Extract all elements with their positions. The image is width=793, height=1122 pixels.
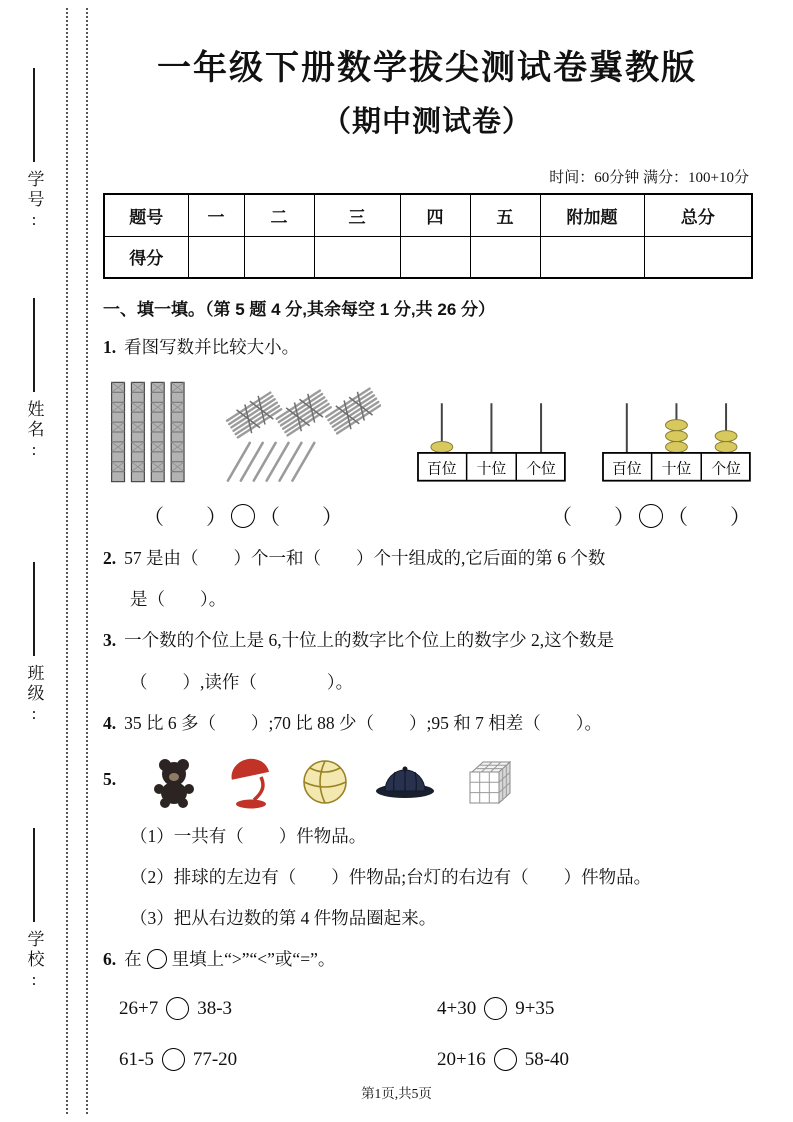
question-2-number: 2. [103, 548, 117, 569]
expression-right: 9+35 [515, 997, 555, 1019]
perforation-dotted-line [66, 8, 68, 1114]
question-1-answer-row [143, 501, 751, 531]
col-part-5: 五 [470, 194, 540, 236]
teddy-bear-icon [150, 756, 198, 808]
student-number-field [20, 68, 48, 232]
score-cell [314, 236, 400, 278]
question-5-sub-3 [103, 905, 751, 932]
student-name-field [20, 298, 48, 462]
paper-title: 一年级下册数学拔尖测试卷冀教版 [157, 50, 697, 87]
question-3-line1: 一个数的个位上是 6,十位上的数字比个位上的数字少 2,这个数是 [124, 630, 615, 651]
student-name-label: 姓名: [24, 400, 44, 462]
school-field [20, 828, 48, 992]
perforation-dotted-line [86, 8, 88, 1114]
col-bonus: 附加题 [540, 194, 644, 236]
expression-right: 58-40 [524, 1048, 570, 1070]
question-2-continued [103, 586, 751, 613]
score-table-header-row [104, 194, 752, 236]
tens-label: 十位 [661, 461, 692, 478]
question-2-line2: 是（ ）。 [130, 589, 227, 610]
question-6-comparisons [119, 997, 751, 1071]
place-value-abacus-right [602, 395, 751, 485]
col-part-4: 四 [400, 194, 470, 236]
question-5-sub-2-text: （2）排球的左边有（ ）件物品;台灯的右边有（ ）件物品。 [130, 866, 652, 887]
comparison-item [437, 1048, 751, 1071]
answer-blank: （ ） [667, 505, 751, 530]
question-1-text: 看图写数并比较大小。 [124, 337, 300, 357]
page-number-footer: 第1页,共5页 [361, 1086, 432, 1101]
score-cell [470, 236, 540, 278]
school-label: 学校: [24, 930, 44, 992]
expression-right: 77-20 [192, 1048, 238, 1070]
comparison-circle [166, 997, 189, 1020]
hundreds-label: 百位 [612, 461, 642, 478]
expression-left: 61-5 [119, 1048, 154, 1070]
score-cell [244, 236, 314, 278]
question-6 [103, 946, 751, 973]
fill-in-circle [147, 949, 167, 969]
comparison-circle [639, 504, 663, 528]
exam-time-score-meta: 时间：60分钟 满分：100+10分 [549, 170, 749, 186]
ten-rod-bundles-figure [111, 381, 186, 485]
col-part-3: 三 [314, 194, 400, 236]
student-number-label: 学号: [24, 170, 44, 232]
question-5-sub-1-text: （1）一共有（ ）件物品。 [130, 825, 367, 846]
question-2-line1: 57 是由（ ）个一和（ ）个十组成的,它后面的第 6 个数 [124, 548, 606, 569]
score-cell [644, 236, 752, 278]
question-3 [103, 627, 751, 654]
col-part-1: 一 [188, 194, 244, 236]
cap-icon [374, 761, 436, 803]
expression-left: 26+7 [119, 997, 159, 1019]
comparison-item [437, 997, 751, 1020]
write-in-line [33, 562, 35, 656]
col-part-2: 二 [244, 194, 314, 236]
rubiks-cube-icon [462, 757, 512, 807]
question-6-text-before: 在 [124, 949, 142, 970]
class-field [20, 562, 48, 726]
col-total: 总分 [644, 194, 752, 236]
row-score-label: 得分 [104, 236, 188, 278]
col-question-number: 题号 [104, 194, 188, 236]
comparison-item [119, 997, 437, 1020]
tens-label: 十位 [476, 461, 507, 478]
question-5-sub-2 [103, 864, 751, 891]
paper-content [103, 0, 751, 1071]
answer-blank: （ ） [143, 505, 227, 530]
stick-bundles-and-loose-sticks-figure [222, 377, 381, 485]
score-cell [188, 236, 244, 278]
ones-label: 个位 [526, 461, 557, 478]
question-4 [103, 710, 751, 737]
question-3-number: 3. [103, 630, 117, 651]
answer-blank: （ ） [551, 505, 635, 530]
comparison-circle [494, 1048, 517, 1071]
question-5-sub-3-text: （3）把从右边数的第 4 件物品圈起来。 [130, 908, 437, 928]
write-in-line [33, 828, 35, 922]
score-cell [540, 236, 644, 278]
question-5-sub-1 [103, 823, 751, 850]
question-4-number: 4. [103, 712, 117, 733]
question-3-line2: （ ）,读作（ ）。 [130, 671, 354, 692]
question-5-figures [103, 755, 751, 809]
question-1-figures [111, 377, 751, 485]
comparison-item [119, 1048, 437, 1071]
comparison-left [143, 501, 343, 531]
ones-label: 个位 [711, 461, 742, 478]
volleyball-icon [302, 759, 348, 805]
expression-left: 20+16 [437, 1048, 486, 1070]
comparison-circle [484, 997, 507, 1020]
question-4-text: 35 比 6 多（ ）;70 比 88 少（ ）;95 和 7 相差（ ）。 [124, 712, 602, 733]
class-label: 班级: [24, 664, 44, 726]
place-value-abacus-left [417, 395, 566, 485]
comparison-right [551, 501, 751, 531]
question-1 [103, 334, 751, 361]
write-in-line [33, 68, 35, 162]
score-cell [400, 236, 470, 278]
question-6-text-after: 里填上“>”“<”或“=”。 [171, 949, 336, 970]
answer-blank: （ ） [259, 505, 343, 530]
question-2 [103, 545, 751, 572]
comparison-circle [231, 504, 255, 528]
comparison-circle [162, 1048, 185, 1071]
question-5-number: 5. [103, 768, 117, 789]
question-6-number: 6. [103, 949, 117, 970]
score-table-score-row [104, 236, 752, 278]
desk-lamp-icon [224, 755, 276, 809]
question-3-continued [103, 669, 751, 696]
section-1-heading: 一、填一填。（第 5 题 4 分,其余每空 1 分,共 26 分） [103, 300, 496, 319]
score-table [103, 193, 753, 279]
expression-left: 4+30 [437, 997, 477, 1019]
expression-right: 38-3 [197, 997, 233, 1019]
hundreds-label: 百位 [427, 461, 457, 478]
write-in-line [33, 298, 35, 392]
question-1-number: 1. [103, 337, 117, 357]
paper-subtitle: （期中测试卷） [321, 106, 532, 138]
